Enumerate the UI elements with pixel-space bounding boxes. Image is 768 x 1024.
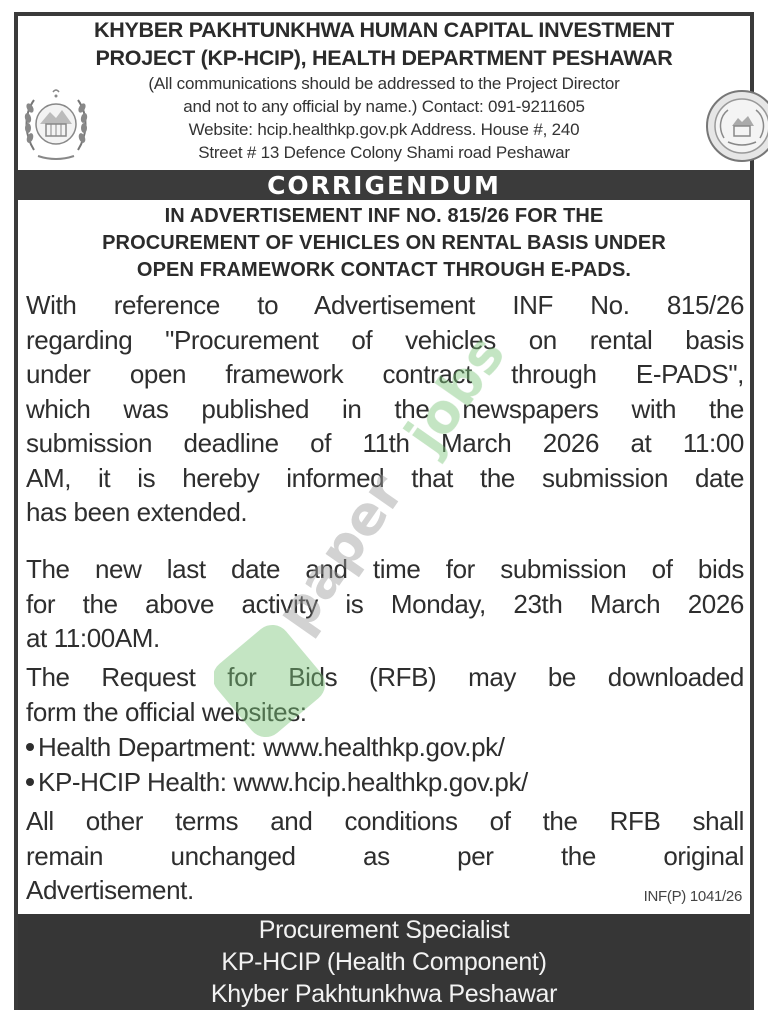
signatory-unit: KP-HCIP (Health Component) (221, 948, 547, 976)
body-line: Advertisement. (26, 875, 194, 905)
body-line: form the official websites: (26, 696, 307, 727)
signatory-title: Procurement Specialist (258, 916, 510, 944)
paragraph-new-deadline (26, 552, 744, 656)
header (18, 16, 750, 166)
body-line: remain unchanged as per the original (26, 840, 744, 871)
website-health-department[interactable]: Health Department: www.healthkp.gov.pk/ (38, 732, 505, 762)
list-item-kp-hcip (26, 765, 744, 800)
paragraph-rfb-download (26, 660, 744, 729)
paragraph-terms (26, 804, 744, 908)
contact-line-3: Website: hcip.healthkp.gov.pk Address. House #, 240 (188, 120, 580, 139)
contact-line-4: Street # 13 Defence Colony Shami road Peshawar (198, 143, 570, 162)
signature-footer (18, 914, 750, 1010)
bullet-icon (26, 743, 34, 751)
contact-line-2: and not to any official by name.) Contact: 091-9211605 (183, 97, 585, 116)
org-title-line-1: KHYBER PAKHTUNKHWA HUMAN CAPITAL INVESTMENT (94, 18, 674, 42)
corrigendum-banner (18, 170, 750, 200)
body-line: under open framework contract through E-PADS", (26, 359, 744, 389)
body-line: The Request for Bids (RFB) may be downloaded (26, 662, 744, 692)
website-kp-hcip[interactable]: KP-HCIP Health: www.hcip.healthkp.gov.pk/ (38, 766, 528, 797)
body-line: With reference to Advertisement INF No. 815/26 (26, 290, 744, 320)
corrigendum-heading: CORRIGENDUM (267, 171, 501, 200)
list-item-health-department (26, 730, 744, 765)
svg-text:paper: paper (263, 462, 417, 644)
body-line: The new last date and time for submission of bids (26, 554, 744, 584)
reference-code: INF(P) 1041/26 (643, 888, 742, 905)
subject-line-3: OPEN FRAMEWORK CONTACT THROUGH E-PADS. (136, 259, 632, 281)
hcip-seal-icon (704, 88, 768, 164)
paragraph-reference (26, 288, 744, 530)
body-line: has been extended. (26, 497, 248, 527)
contact-line-1: (All communications should be addressed to the Project Director (148, 74, 620, 93)
signatory-location: Khyber Pakhtunkhwa Peshawar (210, 980, 558, 1008)
subject-line-1: IN ADVERTISEMENT INF NO. 815/26 FOR THE (164, 205, 604, 227)
kp-emblem-icon (20, 84, 92, 164)
org-title-line-2: PROJECT (KP-HCIP), HEALTH DEPARTMENT PESHAWAR (95, 46, 673, 70)
body-line: All other terms and conditions of the RFB shall (26, 806, 744, 836)
body-line: for the above activity is Monday, 23th March 2026 (26, 588, 744, 619)
svg-text:jobs: jobs (393, 323, 518, 464)
body-line: regarding "Procurement of vehicles on rental basis (26, 324, 744, 355)
body-line: submission deadline of 11th March 2026 at 11:00 (26, 428, 744, 458)
subject-line-2: PROCUREMENT OF VEHICLES ON RENTAL BASIS UNDER (102, 232, 666, 254)
body-line: which was published in the newspapers with the (26, 393, 744, 424)
body-line: at 11:00AM. (26, 623, 160, 653)
advertisement-frame (14, 12, 754, 1010)
website-list (26, 730, 744, 799)
body-line: AM, it is hereby informed that the submission date (26, 462, 744, 493)
bullet-icon (26, 778, 34, 786)
